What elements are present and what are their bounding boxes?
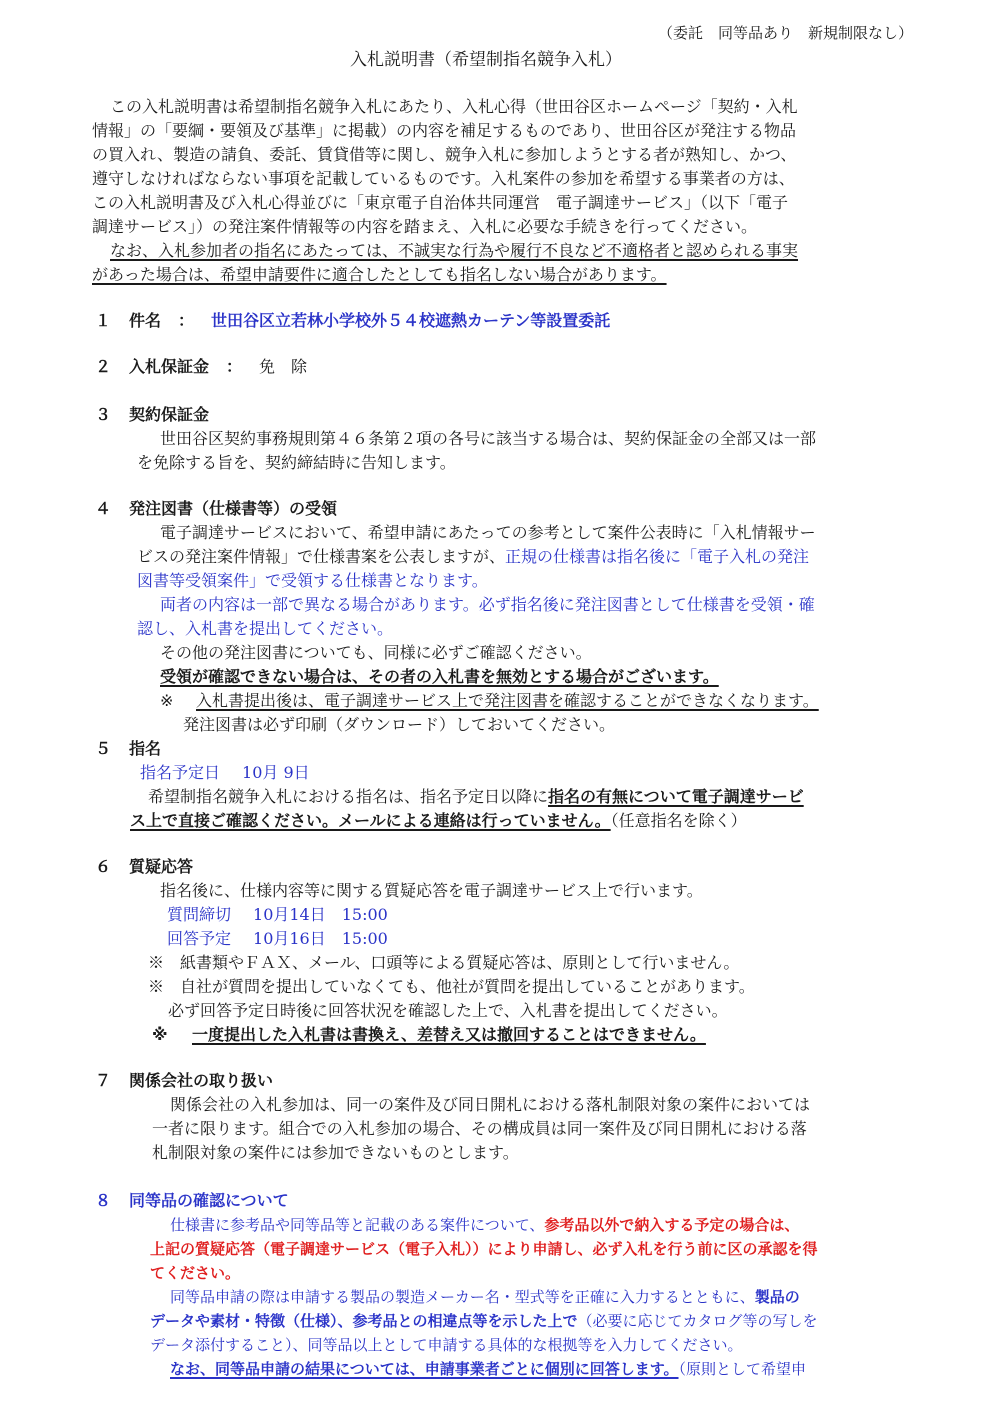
section-3-text: を免除する旨を、契約締結時に告知します。 bbox=[137, 453, 456, 472]
section-8-text: なお、同等品申請の結果については、申請事業者ごとに個別に回答します。（原則として希望申 bbox=[170, 1360, 807, 1378]
section-6-warning: ※ 一度提出した入札書は書換え、差替え又は撤回することはできません。 bbox=[152, 1025, 706, 1044]
section-3-text: 世田谷区契約事務規則第４６条第２項の各号に該当する場合は、契約保証金の全部又は一部 bbox=[160, 429, 817, 448]
bid-bond-value: 免 除 bbox=[259, 357, 308, 376]
section-number: ５ bbox=[95, 739, 112, 758]
section-label: 契約保証金 bbox=[129, 405, 210, 424]
section-4-text: 電子調達サービスにおいて、希望申請にあたっての参考として案件公表時に「入札情報サー bbox=[160, 523, 816, 542]
category-note: （委託 同等品あり 新規制限なし） bbox=[658, 24, 914, 42]
section-number: ７ bbox=[95, 1071, 112, 1090]
question-deadline: 質問締切 10月14日 15:00 bbox=[167, 905, 388, 924]
section-5-text: 希望制指名競争入札における指名は、指名予定日以降に指名の有無について電子調達サービ bbox=[148, 787, 804, 806]
section-8-text: データ添付すること）、同等品以上として申請する具体的な根拠等を入力してください。 bbox=[150, 1336, 743, 1354]
section-8-text: データや素材・特徴（仕様）、参考品との相違点等を示した上で（必要に応じてカタログ等の写しを bbox=[150, 1312, 818, 1330]
section-5-text: ス上で直接ご確認ください。メールによる連絡は行っていません。（任意指名を除く） bbox=[130, 811, 747, 830]
note-mark: ※ bbox=[160, 691, 174, 710]
section-3-heading bbox=[95, 404, 209, 426]
section-4-note: ※ 入札書提出後は、電子調達サービス上で発注図書を確認することができなくなります。 bbox=[160, 691, 819, 710]
section-4-text: その他の発注図書についても、同様に必ずご確認ください。 bbox=[160, 643, 592, 662]
section-2 bbox=[95, 356, 307, 378]
section-7-heading bbox=[95, 1070, 273, 1092]
section-number: ８ bbox=[95, 1191, 112, 1210]
section-6-note: 必ず回答予定日時後に回答状況を確認した上で、入札書を提出してください。 bbox=[168, 1001, 728, 1020]
intro-line: この入札説明書は希望制指名競争入札にあたり、入札心得（世田谷区ホームページ「契約・入札 bbox=[110, 97, 798, 116]
section-8-text: 上記の質疑応答（電子調達サービス（電子入札））により申請し、必ず入札を行う前に区の承認を得 bbox=[150, 1240, 818, 1258]
section-1 bbox=[95, 310, 610, 332]
section-number: ３ bbox=[95, 405, 112, 424]
document-title: 入札説明書（希望制指名競争入札） bbox=[350, 50, 622, 70]
intro-notice-line: があった場合は、希望申請要件に適合したとしても指名しない場合があります。 bbox=[92, 265, 667, 284]
section-6-note: ※ 自社が質問を提出していなくても、他社が質問を提出していることがあります。 bbox=[148, 977, 755, 996]
project-name: 世田谷区立若林小学校外５４校遮熱カーテン等設置委託 bbox=[211, 311, 611, 330]
section-number: ６ bbox=[95, 857, 112, 876]
intro-line: の買入れ、製造の請負、委託、賃貸借等に関し、競争入札に参加しようとする者が熟知し、かつ、 bbox=[92, 145, 797, 164]
intro-line: 情報」の「要綱・要領及び基準」に掲載）の内容を補足するものであり、世田谷区が発注する物品 bbox=[92, 121, 797, 140]
note-mark: ※ bbox=[152, 1025, 168, 1044]
separator: ： bbox=[226, 357, 243, 376]
section-7-text: 札制限対象の案件には参加できないものとします。 bbox=[152, 1143, 519, 1162]
intro-line: この入札説明書及び入札心得並びに「東京電子自治体共同運営 電子調達サービス」（以下「電子 bbox=[92, 193, 789, 212]
section-label: 件名 bbox=[129, 311, 162, 330]
separator: ： bbox=[178, 311, 195, 330]
section-label: 指名 bbox=[129, 739, 162, 758]
section-number: ４ bbox=[95, 499, 112, 518]
section-6-note: ※ 紙書類やＦＡＸ、メール、口頭等による質疑応答は、原則として行いません。 bbox=[148, 953, 740, 972]
nomination-date: 指名予定日 10月 9日 bbox=[140, 763, 310, 782]
section-4-text: ビスの発注案件情報」で仕様書案を公表しますが、正規の仕様書は指名後に「電子入札の発注 bbox=[137, 547, 810, 566]
section-5-heading bbox=[95, 738, 161, 760]
section-4-text: 両者の内容は一部で異なる場合があります。必ず指名後に発注図書として仕様書を受領・確 bbox=[160, 595, 815, 614]
section-label: 質疑応答 bbox=[129, 857, 194, 876]
section-label: 発注図書（仕様書等）の受領 bbox=[129, 499, 338, 518]
section-4-text: 認し、入札書を提出してください。 bbox=[137, 619, 394, 638]
section-label: 同等品の確認について bbox=[129, 1191, 289, 1210]
section-7-text: 関係会社の入札参加は、同一の案件及び同日開札における落札制限対象の案件においては bbox=[170, 1095, 811, 1114]
section-number: ２ bbox=[95, 357, 112, 376]
intro-notice-line: なお、入札参加者の指名にあたっては、不誠実な行為や履行不良など不適格者と認められる事実 bbox=[110, 241, 799, 260]
intro-line: 調達サービス」）の発注案件情報等の内容を踏まえ、入札に必要な手続きを行ってください。 bbox=[92, 217, 757, 236]
section-8-text: てください。 bbox=[150, 1264, 241, 1282]
answer-schedule: 回答予定 10月16日 15:00 bbox=[167, 929, 388, 948]
section-4-text: 図書等受領案件」で受領する仕様書となります。 bbox=[137, 571, 488, 590]
section-label: 入札保証金 bbox=[129, 357, 210, 376]
intro-line: 遵守しなければならない事項を記載しているものです。入札案件の参加を希望する事業者の方は、 bbox=[92, 169, 795, 188]
section-4-warning: 受領が確認できない場合は、その者の入札書を無効とする場合がございます。 bbox=[160, 667, 719, 686]
section-number: １ bbox=[95, 311, 112, 330]
section-6-text: 指名後に、仕様内容等に関する質疑応答を電子調達サービス上で行います。 bbox=[160, 881, 703, 900]
section-4-heading bbox=[95, 498, 337, 520]
section-8-heading bbox=[95, 1190, 289, 1212]
section-label: 関係会社の取り扱い bbox=[129, 1071, 274, 1090]
section-4-text: 発注図書は必ず印刷（ダウンロード）しておいてください。 bbox=[183, 715, 616, 734]
section-8-text: 仕様書に参考品や同等品等と記載のある案件について、参考品以外で納入する予定の場合は、 bbox=[170, 1216, 800, 1234]
section-8-text: 同等品申請の際は申請する製品の製造メーカー名・型式等を正確に入力するとともに、製品の bbox=[170, 1288, 800, 1306]
section-7-text: 一者に限ります。組合での入札参加の場合、その構成員は同一案件及び同日開札における落 bbox=[152, 1119, 807, 1138]
section-6-heading bbox=[95, 856, 193, 878]
